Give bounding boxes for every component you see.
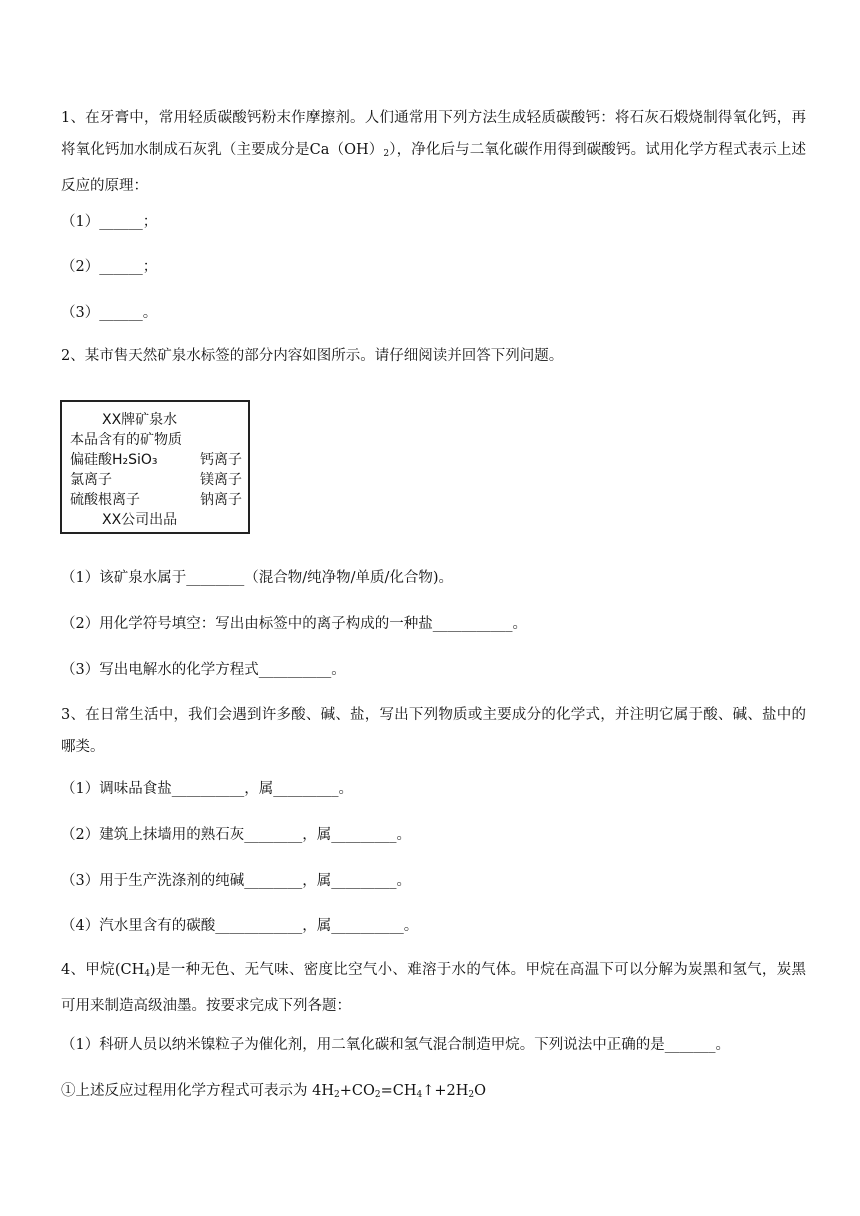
label-magnesium-ion: 镁离子 xyxy=(200,472,242,488)
q1-subscript: 2 xyxy=(383,149,390,159)
label-maker: XX公司出品 xyxy=(102,512,178,528)
label-title: XX牌矿泉水 xyxy=(102,412,178,428)
q4-stem-part-b: )是一种无色、无气味、密度比空气小、难溶于水的气体。甲烷在高温下可以分解为炭黑和氢气，炭黑可用来制造高级油墨。按要求完成下列各题： xyxy=(61,962,806,1014)
q1-item-2: （2）______； xyxy=(61,259,158,275)
q3-item-3: （3）用于生产洗涤剂的纯碱________，属_________。 xyxy=(61,873,411,889)
q4-opt1-text-c: =CH xyxy=(380,1083,417,1099)
q3-item-1: （1）调味品食盐__________，属_________。 xyxy=(61,781,353,797)
label-sulfate-ion: 硫酸根离子 xyxy=(70,492,140,508)
q2-item-2: （2）用化学符号填空：写出由标签中的离子构成的一种盐___________。 xyxy=(61,616,527,632)
q4-item-1: （1）科研人员以纳米镍粒子为催化剂，用二氧化碳和氢气混合制造甲烷。下列说法中正确的是_______。 xyxy=(61,1037,730,1053)
q4-stem xyxy=(61,954,806,1022)
q2-item-3: （3）写出电解水的化学方程式__________。 xyxy=(61,662,346,678)
q4-opt1-sub-1: 2 xyxy=(333,1090,340,1100)
q1-stem-part-a: 1、在牙膏中，常用轻质碳酸钙粉末作摩擦剂。人们通常用下列方法生成轻质碳酸钙：将石灰石煅烧制得氧化钙，再将氧化钙加水制成石灰乳（主要成分是Ca（OH） xyxy=(61,110,806,158)
q3-stem: 3、在日常生活中，我们会遇到许多酸、碱、盐，写出下列物质或主要成分的化学式，并注明它属于酸、碱、盐中的哪类。 xyxy=(61,707,806,755)
q3-item-4: （4）汽水里含有的碳酸____________，属__________。 xyxy=(61,918,419,934)
label-silicic-acid: 偏硅酸H₂SiO₃ xyxy=(70,452,158,468)
q4-opt1-text-b: +CO xyxy=(339,1083,375,1099)
label-calcium-ion: 钙离子 xyxy=(200,452,242,468)
q3-item-2: （2）建筑上抹墙用的熟石灰________，属_________。 xyxy=(61,827,411,843)
q4-opt1-sub-3: 4 xyxy=(416,1090,423,1100)
label-minerals-heading: 本品含有的矿物质 xyxy=(70,432,182,448)
q4-option-1 xyxy=(61,1081,820,1105)
q4-opt1-sub-4: 2 xyxy=(468,1090,475,1100)
q4-opt1-sub-2: 2 xyxy=(374,1090,381,1100)
q4-stem-part-a: 4、甲烷(CH xyxy=(61,962,145,978)
q1-item-3: （3）______。 xyxy=(61,305,158,321)
label-sodium-ion: 钠离子 xyxy=(200,492,242,508)
q1-stem-part-b: ），净化后与二氧化碳作用得到碳酸钙。试用化学方程式表示上述反应的原理： xyxy=(61,142,806,194)
q4-opt1-text-d: ↑+2H xyxy=(422,1083,469,1099)
q1-stem xyxy=(61,102,806,202)
q4-opt1-text-e: O xyxy=(474,1083,487,1099)
q4-subscript: 4 xyxy=(144,969,150,979)
q2-item-1: （1）该矿泉水属于________（混合物/纯净物/单质/化合物)。 xyxy=(61,570,454,586)
q1-item-1: （1）______； xyxy=(61,214,158,230)
mineral-water-label xyxy=(60,400,250,534)
q4-opt1-text-a: ①上述反应过程用化学方程式可表示为 4H xyxy=(61,1083,334,1099)
label-chloride-ion: 氯离子 xyxy=(70,472,112,488)
q2-stem: 2、某市售天然矿泉水标签的部分内容如图所示。请仔细阅读并回答下列问题。 xyxy=(61,348,564,364)
